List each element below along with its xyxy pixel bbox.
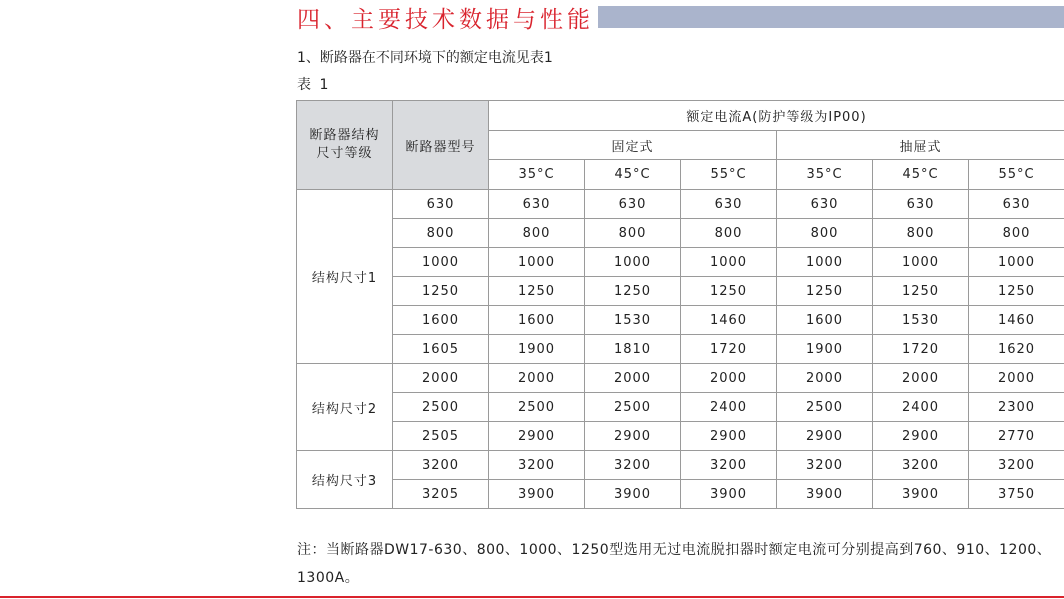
header-model: 断路器型号: [393, 101, 489, 190]
current-value-cell: 1600: [489, 306, 585, 335]
current-value-cell: 1000: [969, 248, 1064, 277]
current-value-cell: 3200: [489, 451, 585, 480]
current-value-cell: 630: [585, 190, 681, 219]
header-temp: 35°C: [777, 160, 873, 190]
current-value-cell: 630: [969, 190, 1064, 219]
current-value-cell: 2770: [969, 422, 1064, 451]
current-value-cell: 2000: [681, 364, 777, 393]
model-cell: 2505: [393, 422, 489, 451]
current-value-cell: 1000: [777, 248, 873, 277]
current-value-cell: 1250: [585, 277, 681, 306]
current-value-cell: 3900: [585, 480, 681, 509]
table-row: [297, 190, 1064, 219]
current-value-cell: 2000: [777, 364, 873, 393]
table-row: [297, 364, 1064, 393]
current-value-cell: 630: [681, 190, 777, 219]
current-value-cell: 1810: [585, 335, 681, 364]
current-value-cell: 3900: [489, 480, 585, 509]
model-cell: 800: [393, 219, 489, 248]
model-cell: 1250: [393, 277, 489, 306]
current-value-cell: 1250: [681, 277, 777, 306]
size-grade-label: 结构尺寸1: [297, 190, 393, 364]
current-value-cell: 2000: [969, 364, 1064, 393]
current-value-cell: 800: [777, 219, 873, 248]
header-fixed: 固定式: [489, 131, 777, 160]
current-value-cell: 2400: [681, 393, 777, 422]
current-value-cell: 3900: [873, 480, 969, 509]
bottom-rule: [0, 596, 1064, 598]
current-value-cell: 1000: [681, 248, 777, 277]
size-grade-label: 结构尺寸3: [297, 451, 393, 509]
current-value-cell: 1720: [681, 335, 777, 364]
current-value-cell: 2900: [489, 422, 585, 451]
model-cell: 2500: [393, 393, 489, 422]
header-temp: 55°C: [969, 160, 1064, 190]
current-value-cell: 2000: [585, 364, 681, 393]
current-value-cell: 3200: [681, 451, 777, 480]
current-value-cell: 2900: [681, 422, 777, 451]
current-value-cell: 1000: [873, 248, 969, 277]
header-rated-current: 额定电流A(防护等级为IP00): [489, 101, 1064, 131]
current-value-cell: 2900: [585, 422, 681, 451]
current-value-cell: 2900: [873, 422, 969, 451]
header-temp: 45°C: [873, 160, 969, 190]
current-value-cell: 1900: [489, 335, 585, 364]
table-row: [297, 422, 1064, 451]
current-value-cell: 3900: [681, 480, 777, 509]
current-value-cell: 3200: [969, 451, 1064, 480]
table-row: [297, 277, 1064, 306]
current-value-cell: 3200: [585, 451, 681, 480]
table-row: [297, 219, 1064, 248]
section-title-text: 四、主要技术数据与性能: [297, 6, 594, 33]
table-row: [297, 451, 1064, 480]
current-value-cell: 2900: [777, 422, 873, 451]
current-value-cell: 1530: [585, 306, 681, 335]
header-temp: 45°C: [585, 160, 681, 190]
current-value-cell: 1600: [777, 306, 873, 335]
current-value-cell: 3200: [777, 451, 873, 480]
header-temp: 55°C: [681, 160, 777, 190]
current-value-cell: 3900: [777, 480, 873, 509]
current-value-cell: 1000: [585, 248, 681, 277]
current-value-cell: 1900: [777, 335, 873, 364]
footnote: 注：当断路器DW17-630、800、1000、1250型选用无过电流脱扣器时额定电流可分别提高到760、910、1200、1300A。: [297, 542, 1052, 586]
size-grade-label: 结构尺寸2: [297, 364, 393, 451]
current-value-cell: 1000: [489, 248, 585, 277]
table-row: [297, 248, 1064, 277]
header-temp: 35°C: [489, 160, 585, 190]
current-value-cell: 2300: [969, 393, 1064, 422]
current-value-cell: 3750: [969, 480, 1064, 509]
current-value-cell: 630: [489, 190, 585, 219]
rated-current-table: [296, 100, 1064, 509]
current-value-cell: 1250: [873, 277, 969, 306]
table-row: [297, 306, 1064, 335]
current-value-cell: 800: [873, 219, 969, 248]
current-value-cell: 1720: [873, 335, 969, 364]
current-value-cell: 1460: [681, 306, 777, 335]
current-value-cell: 800: [585, 219, 681, 248]
section-title: [297, 2, 594, 32]
current-value-cell: 800: [681, 219, 777, 248]
model-cell: 1600: [393, 306, 489, 335]
current-value-cell: 3200: [873, 451, 969, 480]
current-value-cell: 2500: [777, 393, 873, 422]
current-value-cell: 630: [873, 190, 969, 219]
current-value-cell: 630: [777, 190, 873, 219]
table-row: [297, 393, 1064, 422]
model-cell: 630: [393, 190, 489, 219]
title-decoration-bar: [598, 6, 1064, 28]
current-value-cell: 2500: [585, 393, 681, 422]
current-value-cell: 1250: [969, 277, 1064, 306]
current-value-cell: 2500: [489, 393, 585, 422]
model-cell: 3205: [393, 480, 489, 509]
current-value-cell: 800: [489, 219, 585, 248]
table-row: [297, 480, 1064, 509]
current-value-cell: 1250: [777, 277, 873, 306]
header-drawout: 抽屉式: [777, 131, 1064, 160]
model-cell: 1605: [393, 335, 489, 364]
current-value-cell: 2000: [489, 364, 585, 393]
table-caption: 表 1: [297, 77, 331, 93]
current-value-cell: 1530: [873, 306, 969, 335]
model-cell: 2000: [393, 364, 489, 393]
current-value-cell: 2400: [873, 393, 969, 422]
current-value-cell: 1620: [969, 335, 1064, 364]
header-size-grade: 断路器结构尺寸等级: [297, 101, 393, 190]
model-cell: 1000: [393, 248, 489, 277]
current-value-cell: 2000: [873, 364, 969, 393]
current-value-cell: 1250: [489, 277, 585, 306]
model-cell: 3200: [393, 451, 489, 480]
sub-heading: 1、断路器在不同环境下的额定电流见表1: [297, 50, 553, 66]
current-value-cell: 1460: [969, 306, 1064, 335]
current-value-cell: 800: [969, 219, 1064, 248]
table-row: [297, 335, 1064, 364]
